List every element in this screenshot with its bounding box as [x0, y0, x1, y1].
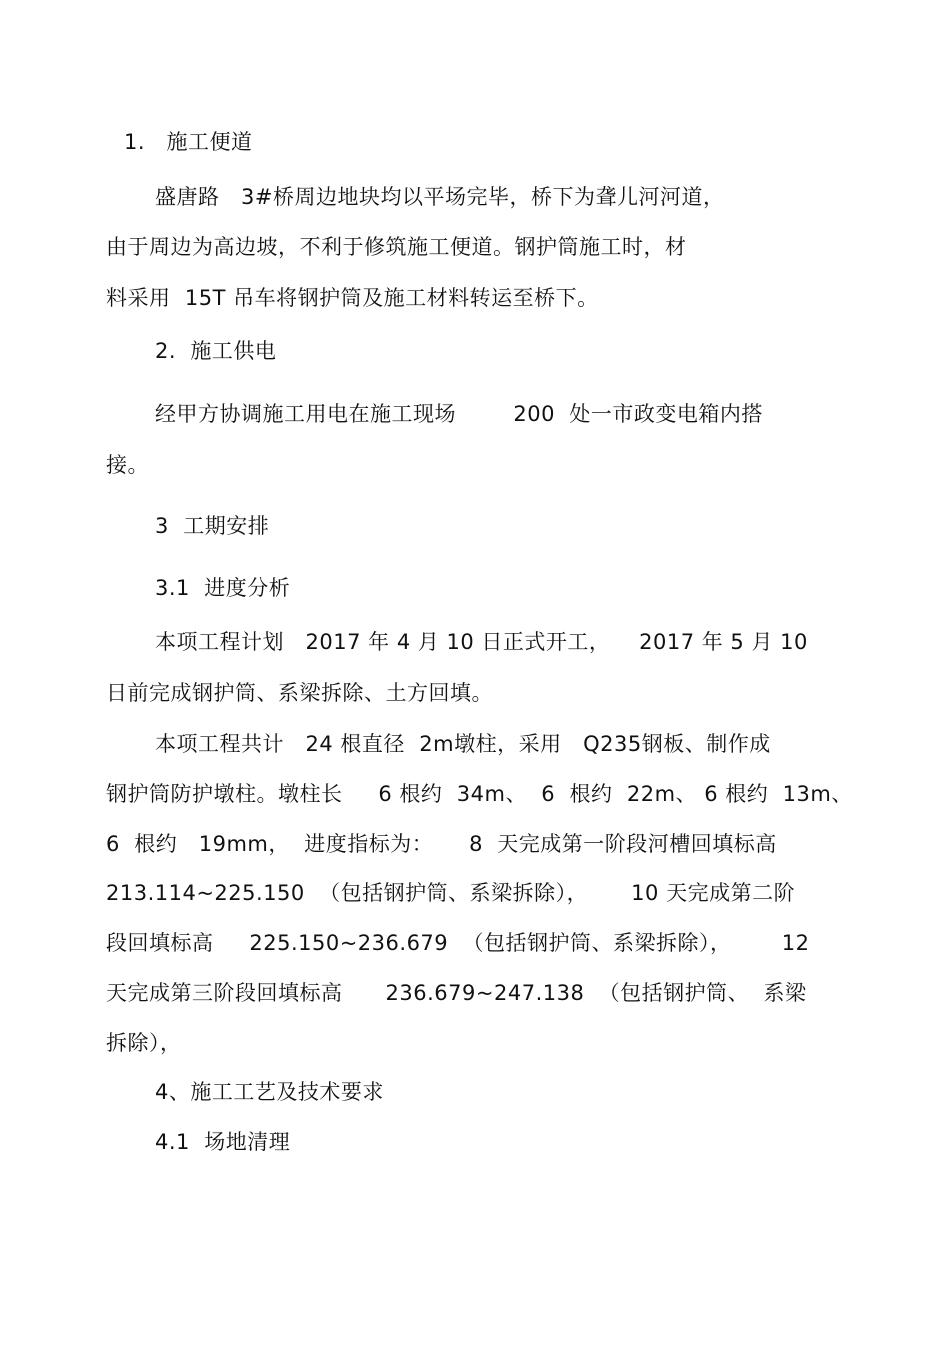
- paragraph-line: 由于周边为高边坡，不利于修筑施工便道。钢护筒施工时，材: [106, 235, 687, 259]
- paragraph-line: 接。: [106, 453, 149, 477]
- paragraph-line: 日前完成钢护筒、系梁拆除、土方回填。: [106, 681, 493, 705]
- paragraph-line: 天完成第三阶段回填标高 236.679~247.138 （包括钢护筒、 系梁: [106, 981, 807, 1005]
- paragraph-line: 经甲方协调施工用电在施工现场 200 处一市政变电箱内搭: [155, 402, 763, 426]
- paragraph-line: 拆除），: [106, 1031, 182, 1055]
- heading-construction-road: 1. 施工便道: [124, 130, 253, 154]
- heading-power-supply: 2. 施工供电: [155, 339, 277, 363]
- paragraph-line: 213.114~225.150 （包括钢护筒、系梁拆除）， 10 天完成第二阶: [106, 881, 796, 905]
- heading-process-requirements: 4、施工工艺及技术要求: [155, 1080, 384, 1104]
- paragraph-line: 本项工程计划 2017 年 4 月 10 日正式开工， 2017 年 5 月 10: [155, 630, 808, 654]
- paragraph-line: 段回填标高 225.150~236.679 （包括钢护筒、系梁拆除）， 12: [106, 931, 810, 955]
- paragraph-line: 钢护筒防护墩柱。墩柱长 6 根约 34m、 6 根约 22m、 6 根约 13m、: [106, 782, 853, 806]
- heading-progress-analysis: 3.1 进度分析: [155, 576, 291, 600]
- paragraph-line: 6 根约 19mm， 进度指标为： 8 天完成第一阶段河槽回填标高: [106, 832, 777, 856]
- paragraph-line: 盛唐路 3#桥周边地块均以平场完毕，桥下为聋儿河河道，: [155, 185, 725, 209]
- paragraph-line: 本项工程共计 24 根直径 2m墩柱，采用 Q235钢板、制作成: [155, 732, 771, 756]
- heading-site-clearing: 4.1 场地清理: [155, 1130, 291, 1154]
- heading-schedule: 3 工期安排: [155, 514, 270, 538]
- paragraph-line: 料采用 15T 吊车将钢护筒及施工材料转运至桥下。: [106, 286, 599, 310]
